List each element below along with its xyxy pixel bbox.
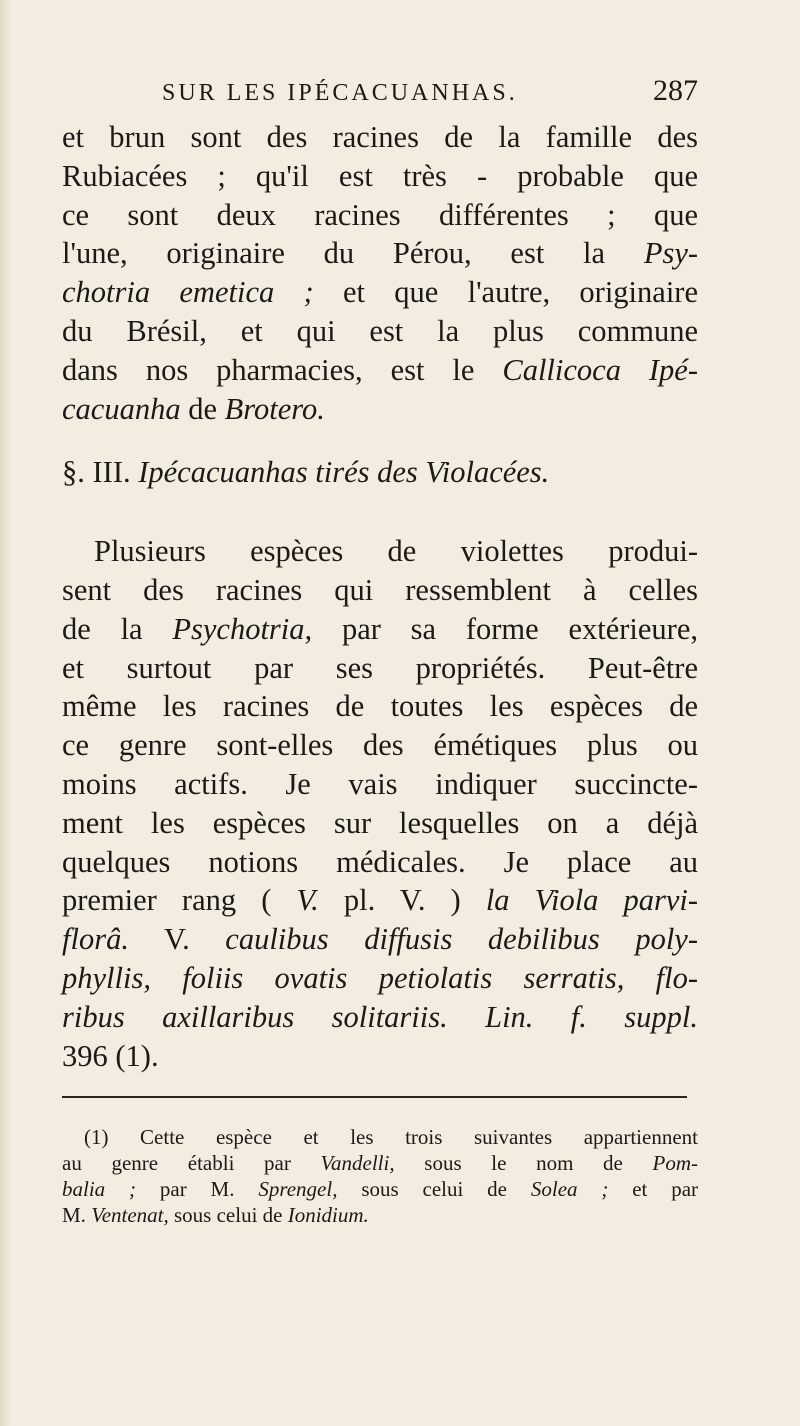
text-line	[62, 273, 698, 312]
footnote-line	[62, 1150, 698, 1176]
text-run: et que l'autre, originaire	[342, 275, 698, 310]
italic-term: chotria emetica ;	[62, 275, 314, 310]
section-title: Ipécacuanhas tirés des Violacées.	[138, 455, 550, 490]
italic-term: la Viola parvi-	[485, 883, 699, 918]
text-line	[62, 920, 698, 959]
italic-term: Ionidium.	[287, 1203, 369, 1227]
text-run: par sa forme extérieure,	[341, 611, 698, 646]
text-run: de	[188, 391, 217, 426]
italic-term: Brotero.	[224, 391, 325, 426]
text-run: par M.	[159, 1177, 235, 1201]
italic-term: caulibus diffusis debilibus poly-	[225, 922, 698, 957]
text-line	[62, 234, 698, 273]
page-edge	[0, 0, 12, 1426]
text-line: même les racines de toutes les espèces de	[62, 689, 698, 724]
text-line: et surtout par ses propriétés. Peut-être	[62, 650, 698, 685]
text-run: sous celui de	[361, 1177, 507, 1201]
text-run: de la	[62, 611, 143, 646]
section-number: §. III.	[62, 455, 131, 490]
text-line: ce genre sont-elles des émétiques plus ou	[62, 728, 698, 763]
text-run: l'une, originaire du Pérou, est la	[62, 236, 606, 271]
italic-term: Psy-	[643, 236, 699, 271]
text-line: moins actifs. Je vais indiquer succincte-	[62, 766, 698, 801]
text-run: premier rang (	[62, 883, 272, 918]
footnote-line: (1) Cette espèce et les trois suivantes appartiennent	[84, 1125, 698, 1149]
text-line: ce sont deux racines différentes ; que	[62, 197, 698, 232]
section-heading	[62, 453, 702, 492]
text-run: dans nos pharmacies, est le	[62, 352, 475, 387]
text-line	[62, 390, 698, 429]
italic-term: cacuanha	[62, 391, 181, 426]
text-line: ment les espèces sur lesquelles on a déjà	[62, 805, 698, 840]
footnote	[62, 1124, 698, 1228]
text-line: Rubiacées ; qu'il est très - probable que	[62, 158, 698, 193]
text-line: Plusieurs espèces de violettes produi-	[94, 534, 698, 569]
italic-term: Psychotria,	[172, 611, 313, 646]
text-line	[62, 881, 698, 920]
paragraph-2	[62, 532, 702, 1075]
text-line: et brun sont des racines de la famille des	[62, 120, 698, 154]
text-run: V.	[163, 922, 190, 957]
text-line: 396 (1).	[62, 1038, 159, 1073]
text-run: pl. V. )	[343, 883, 461, 918]
text-run: et par	[632, 1177, 699, 1201]
italic-term: V.	[296, 883, 319, 918]
text-run: M.	[62, 1203, 86, 1227]
text-run: au genre établi par	[62, 1151, 291, 1175]
footnote-line	[62, 1176, 698, 1202]
text-line: phyllis, foliis ovatis petiolatis serratis, flo-	[62, 960, 698, 995]
paragraph-1	[62, 118, 702, 428]
text-line	[62, 610, 698, 649]
text-line: du Brésil, et qui est la plus commune	[62, 313, 698, 348]
page-number: 287	[653, 74, 698, 107]
italic-term: Callicoca Ipé-	[502, 352, 698, 387]
page-header	[62, 70, 702, 118]
italic-term: Vandelli,	[320, 1151, 395, 1175]
text-line: ribus axillaribus solitariis. Lin. f. suppl.	[62, 999, 698, 1034]
italic-term: Sprengel,	[258, 1177, 338, 1201]
text-line: sent des racines qui ressemblent à celles	[62, 572, 698, 607]
italic-term: Solea ;	[530, 1177, 609, 1201]
footnote-line	[62, 1202, 698, 1228]
italic-term: florâ.	[62, 922, 129, 957]
text-line	[62, 351, 698, 390]
running-head: SUR LES IPÉCACUANHAS.	[162, 80, 518, 106]
italic-term: balia ;	[62, 1177, 137, 1201]
book-page	[62, 70, 702, 1075]
text-line: quelques notions médicales. Je place au	[62, 844, 698, 879]
text-run: sous celui de	[174, 1203, 283, 1227]
footnote-rule	[62, 1096, 687, 1098]
text-run: sous le nom de	[424, 1151, 623, 1175]
italic-term: Ventenat,	[91, 1203, 169, 1227]
italic-term: Pom-	[652, 1151, 699, 1175]
